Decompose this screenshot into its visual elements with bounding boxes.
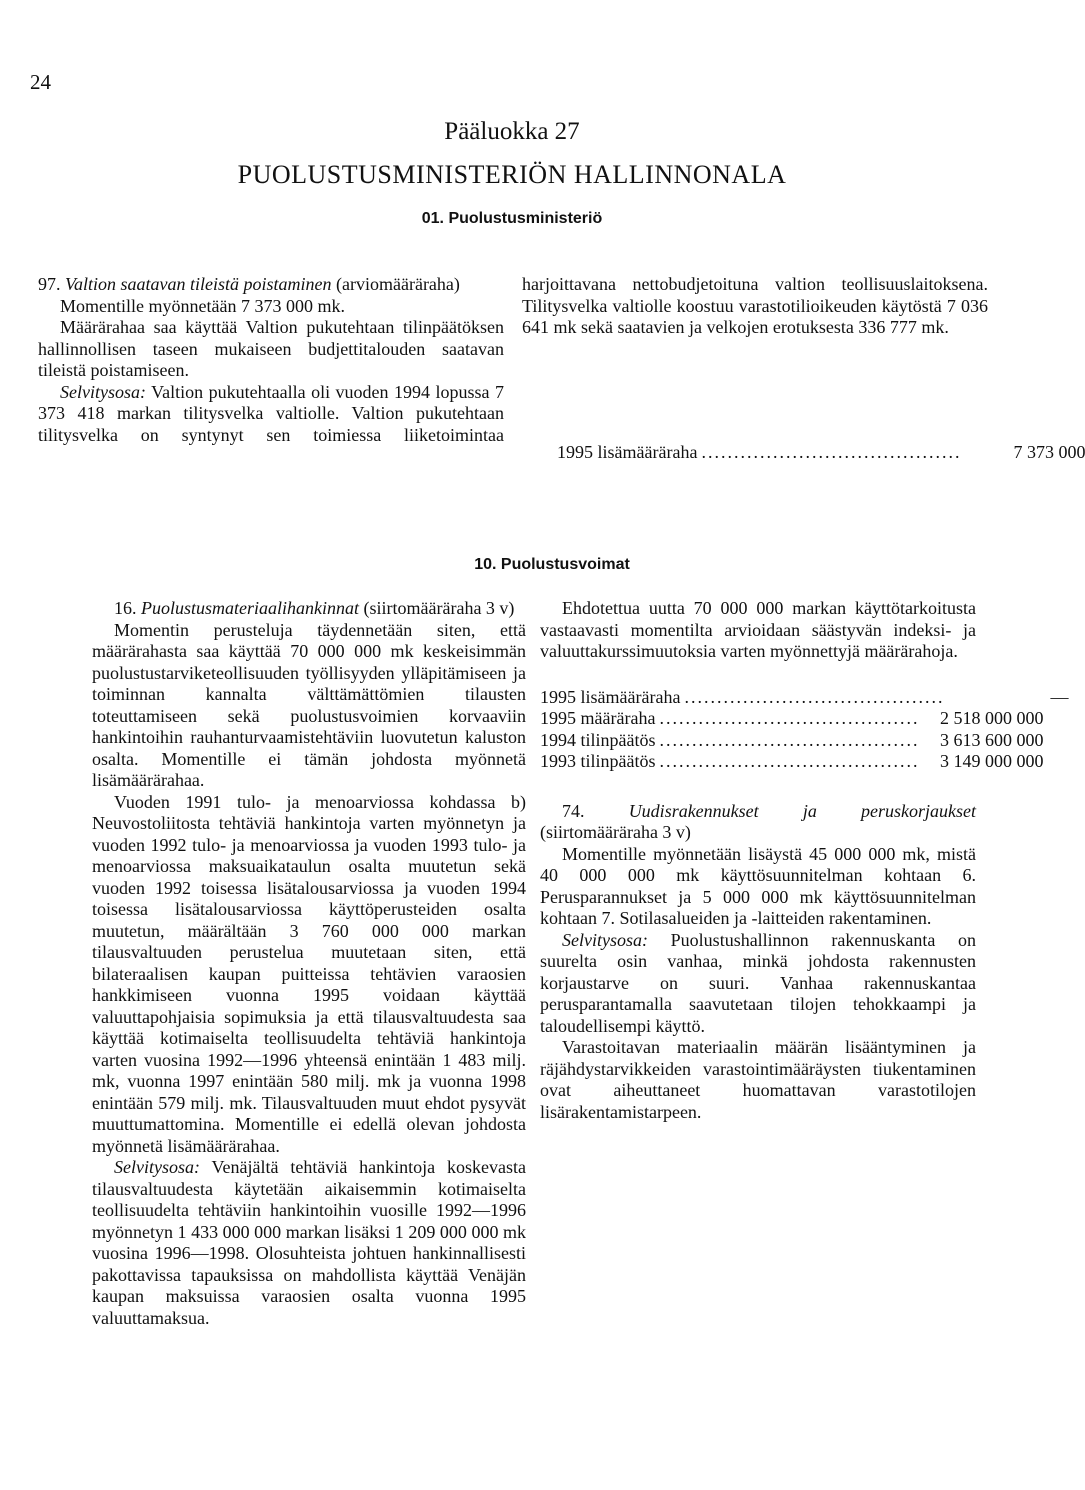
leader-dots: ........................................ (659, 729, 920, 750)
item-74-selvitysosa-label: Selvitysosa: (562, 929, 648, 950)
leader-dots: ........................................ (659, 708, 920, 728)
figure-row (540, 729, 1044, 752)
item-97-selvitysosa-label: Selvitysosa: (60, 381, 146, 402)
item-74-title-paragraph (540, 801, 976, 844)
item-16-title-rest: (siirtomääräraha 3 v) (363, 598, 515, 618)
section-heading-10: 10. Puolustusvoimat (474, 556, 630, 573)
figure-label: 1995 lisämääräraha (557, 442, 698, 462)
item-16-paragraph-1: Momentin perusteluja täydennetään siten, että määrärahasta saa käyttää 70 000 000 mk keskeisimmän puolustustarviketeollisuuden työllisyyden ylläpitämiseen ja toiminnan kannalta välttämättömien tilausten toteuttamiseen sekä puolustusvoimien korvaaviin hankintoihin rauhanturvaamistehtäviin luovutetun kaluston osalta. Momentille ei tämän johdosta myönnetä lisämäärärahaa. (92, 619, 526, 790)
item-97-title-paragraph (38, 274, 504, 296)
section-heading-01: 01. Puolustusministeriö (421, 210, 603, 227)
item-74-selvitysosa-text: Puolustushallinnon rakennuskanta on suurelta osin vanhaa, minkä johdosta rakennusten korjaustarve on suuri. Vanhaa rakennuskantaa perusparantamalla saavutetaan tilojen tehokkaampi ja taloudellisempi käyttö. (540, 929, 976, 1036)
figure-value: 3 149 000 000 (940, 751, 1044, 771)
figure-label: 1994 tilinpäätös (540, 729, 656, 750)
item-97-title-rest: (arviomääräraha) (336, 274, 460, 294)
item-16-selvitysosa-text: Venäjältä tehtäviä hankintoja koskevasta tilausvaltuudesta käytetään aikaisemmin kotimaiselta teollisuudelta tehtäviin hankintoihin vuosille 1992—1996 myönnetyn 1 433 000 000 markan lisäksi 1 209 000 000 mk vuosina 1996—1998. Olosuhteista johtuen hankinnallisesti pakottavissa tapauksissa on mahdollista käyttää Venäjän kaupan maksuissa varaosien osalta vuonna 1995 valuuttamaksua. (92, 1157, 526, 1328)
figure-label: 1995 määräraha (540, 708, 656, 728)
figure-label: 1993 tilinpäätös (540, 751, 656, 771)
figure-row (540, 708, 1044, 730)
page-subtitle: PUOLUSTUSMINISTERIÖN HALLINNONALA (237, 160, 787, 189)
item-74-paragraph-1: Momentille myönnetään lisäystä 45 000 000 mk, mistä 40 000 000 mk käyttösuunnitelman kohtaan 6. Perusparannukset ja 5 000 000 mk käyttösuunnitelman kohtaan 7. Sotilasalueiden ja -laitteiden rakentaminen. (540, 843, 976, 928)
item-16-right-column (540, 598, 1069, 1123)
item-16-title-paragraph (92, 598, 526, 620)
figure-value: — (1050, 686, 1069, 707)
item-97-paragraph-2: Määrärahaa saa käyttää Valtion pukutehtaan tilinpäätöksen hallinnollisen taseen mukaiseen budjettitalouden saatavan tileistä poistamiseen. (38, 317, 504, 380)
item-97-selvitysosa-text: Valtion pukutehtaalla oli vuoden 1994 lopussa 7 373 418 markan tilitysvelka valtiolle. Valtion pukutehtaan tilitysvelka on syntynyt sen toimiessa liiketoimintaa harjoittavana nettobudjetoituna valtion teollisuuslaitoksena. Tilitysvelka valtiolle koostuu varastotilioikeuden käytöstä 7 036 641 mk sekä saatavien ja velkojen erotuksesta 336 777 mk. (38, 274, 988, 445)
item-74-number: 74. (562, 800, 585, 821)
item-74 (540, 801, 976, 1124)
item-16-title: Puolustusmateriaalihankinnat (141, 598, 359, 618)
figure-row (540, 686, 1069, 709)
item-16-paragraph-2: Vuoden 1991 tulo- ja menoarviossa kohdassa b) Neuvostoliitosta tehtäviä hankintoja varten myönnetyn ja vuoden 1992 tulo- ja menoarviossa ja vuoden 1993 tulo- ja menoarviossa maksuaikataulun osalta muutetun sekä vuoden 1992 toisessa lisätalousarviossa ja vuoden 1994 toisessa lisätalousarviossa käyttöperusteiden osalta muutetun, määrältään 3 760 000 000 markan tilausvaltuuden perustelua muutetaan siten, että bilateraalisen kaupan puitteissa tehtävien varaosien hankkimiseen vuonna 1995 voidaan käyttää valuuttapohjaisia sopimuksia ja että tilausvaltuudesta saa käyttää kotimaiselta teollisuudelta tehtäviä hankintoja varten vuosina 1992—1996 yhteensä enintään 1 483 milj. mk, vuonna 1997 enintään 580 milj. mk ja vuonna 1998 enintään 579 milj. mk. Tilausvaltuuden muut ehdot pysyvät muuttumattomina. Momentille ei edellä olevan johdosta myönnetä lisämäärärahaa. (92, 791, 526, 1156)
item-97-figure-row (557, 442, 1085, 464)
leader-dots: ........................................ (659, 751, 920, 771)
item-97-number: 97. (38, 274, 61, 294)
figure-value: 2 518 000 000 (939, 708, 1044, 728)
item-16-paragraph-3: Ehdotettua uutta 70 000 000 markan käyttötarkoitusta vastaavasti momentilta arvioidaan säästyvän indeksi- ja valuuttakurssimuutoksia varten myönnettyjä määrärahoja. (540, 598, 976, 661)
item-16-number: 16. (114, 598, 137, 618)
item-97-title: Valtion saatavan tileistä poistaminen (65, 274, 332, 294)
page-title: Pääluokka 27 (444, 118, 580, 145)
item-16-left-column (92, 598, 526, 1376)
leader-dots: ........................................ (684, 686, 945, 707)
figure-row (540, 751, 1044, 773)
item-74-title: Uudisrakennukset ja peruskorjaukset (628, 800, 977, 821)
leader-dots: ........................................ (701, 442, 962, 462)
item-16-selvitysosa-label: Selvitysosa: (114, 1157, 200, 1177)
item-16-selvitysosa (92, 1157, 526, 1329)
item-97-right-column (557, 274, 1085, 464)
figure-value: 7 373 000 (1013, 442, 1085, 462)
item-97-paragraph-1: Momentille myönnetään 7 373 000 mk. (60, 295, 345, 316)
item-74-paragraph-2: Varastoitavan materiaalin määrän lisääntyminen ja räjähdystarvikkeiden varastointimääräysten tiukentaminen ovat aiheuttaneet huomattavan varastotilojen lisärakentamistarpeen. (540, 1037, 976, 1122)
figure-value: 3 613 600 000 (940, 729, 1044, 750)
item-74-selvitysosa (540, 930, 976, 1038)
item-74-title-rest: (siirtomääräraha 3 v) (540, 822, 691, 842)
figure-label: 1995 lisämääräraha (540, 686, 681, 707)
page-number: 24 (30, 70, 51, 94)
item-16-figure-table (540, 686, 1069, 773)
